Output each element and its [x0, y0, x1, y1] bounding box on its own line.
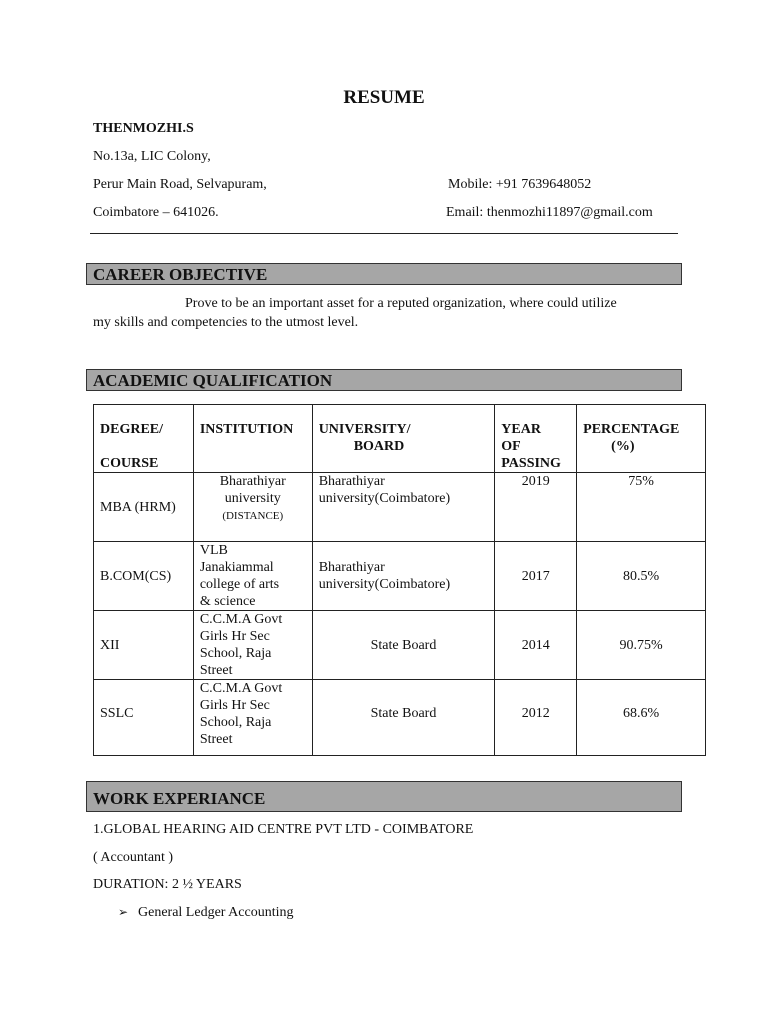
degree-cell: SSLC — [94, 680, 194, 756]
institution-line: Street — [199, 663, 233, 678]
university-cell — [312, 473, 495, 542]
header-institution: INSTITUTION — [193, 405, 312, 473]
header-degree-label: DEGREE/ — [100, 422, 164, 437]
university-cell — [312, 542, 495, 611]
year-cell: 2019 — [495, 473, 577, 542]
company-name: 1.GLOBAL HEARING AID CENTRE PVT LTD - COIMBATORE — [93, 822, 474, 837]
bullet-list — [118, 905, 294, 921]
institution-cell — [193, 680, 312, 756]
table-row — [94, 611, 706, 680]
header-year — [495, 405, 577, 473]
career-objective-heading: CAREER OBJECTIVE — [86, 263, 682, 285]
header-percentage — [577, 405, 706, 473]
institution-line: C.C.M.A Govt — [199, 681, 283, 696]
institution-line: Bharathiyar — [219, 474, 286, 489]
job-role: ( Accountant ) — [93, 850, 174, 865]
institution-line: Janakiammal — [199, 560, 274, 575]
table-row — [94, 473, 706, 542]
header-passing-label: PASSING — [501, 456, 561, 471]
institution-line: & science — [199, 594, 256, 609]
institution-line: Girls Hr Sec — [199, 629, 270, 644]
table-header-row — [94, 405, 706, 473]
career-objective-line-2: my skills and competencies to the utmost level. — [93, 315, 359, 330]
institution-note: (DISTANCE) — [222, 510, 284, 522]
career-objective-line-1: Prove to be an important asset for a reputed organization, where could utilize — [185, 296, 617, 311]
institution-line: college of arts — [199, 577, 280, 592]
degree-cell: B.COM(CS) — [94, 542, 194, 611]
career-objective-text — [93, 294, 683, 332]
degree-cell: MBA (HRM) — [94, 473, 194, 542]
arrow-bullet-icon: ➢ — [118, 905, 129, 919]
institution-line: Street — [199, 732, 233, 747]
year-cell: 2012 — [495, 680, 577, 756]
header-board-label: BOARD — [353, 439, 405, 454]
year-cell: 2017 — [495, 542, 577, 611]
institution-line: C.C.M.A Govt — [199, 612, 283, 627]
header-percentage-label: PERCENTAGE — [583, 422, 680, 437]
resume-title: RESUME — [343, 87, 425, 108]
degree-cell: XII — [94, 611, 194, 680]
bullet-item: General Ledger Accounting — [138, 905, 294, 920]
academic-qualification-heading: ACADEMIC QUALIFICATION — [86, 369, 682, 391]
candidate-name: THENMOZHI.S — [93, 121, 194, 136]
percentage-cell: 80.5% — [577, 542, 706, 611]
email-address: Email: thenmozhi11897@gmail.com — [446, 205, 653, 220]
percentage-cell: 68.6% — [577, 680, 706, 756]
university-line: university(Coimbatore) — [318, 577, 451, 592]
header-divider — [90, 233, 678, 234]
institution-line: Girls Hr Sec — [199, 698, 270, 713]
percentage-cell: 75% — [577, 473, 706, 542]
address-line-3: Coimbatore – 641026. — [93, 205, 219, 220]
institution-cell — [193, 542, 312, 611]
institution-cell — [193, 611, 312, 680]
header-percent-symbol: (%) — [611, 439, 635, 454]
header-year-label: YEAR — [501, 422, 541, 437]
header-course-label: COURSE — [100, 456, 159, 471]
academic-table — [93, 404, 706, 756]
university-line: Bharathiyar — [318, 560, 385, 575]
table-row — [94, 542, 706, 611]
institution-line: VLB — [199, 543, 228, 558]
work-duration: DURATION: 2 ½ YEARS — [93, 877, 242, 892]
university-cell: State Board — [312, 611, 495, 680]
institution-line: university — [224, 491, 281, 506]
university-cell: State Board — [312, 680, 495, 756]
institution-cell — [193, 473, 312, 542]
header-of-label: OF — [501, 439, 521, 454]
header-university-label: UNIVERSITY/ — [318, 422, 411, 437]
institution-line: School, Raja — [199, 646, 272, 661]
mobile-number: Mobile: +91 7639648052 — [448, 177, 592, 192]
header-degree — [94, 405, 194, 473]
university-line: university(Coimbatore) — [318, 491, 451, 506]
address-line-1: No.13a, LIC Colony, — [93, 149, 211, 164]
work-experience-heading: WORK EXPERIANCE — [86, 781, 682, 812]
institution-line: School, Raja — [199, 715, 272, 730]
table-row — [94, 680, 706, 756]
year-cell: 2014 — [495, 611, 577, 680]
percentage-cell: 90.75% — [577, 611, 706, 680]
university-line: Bharathiyar — [318, 474, 385, 489]
header-university — [312, 405, 495, 473]
address-line-2: Perur Main Road, Selvapuram, — [93, 177, 267, 192]
